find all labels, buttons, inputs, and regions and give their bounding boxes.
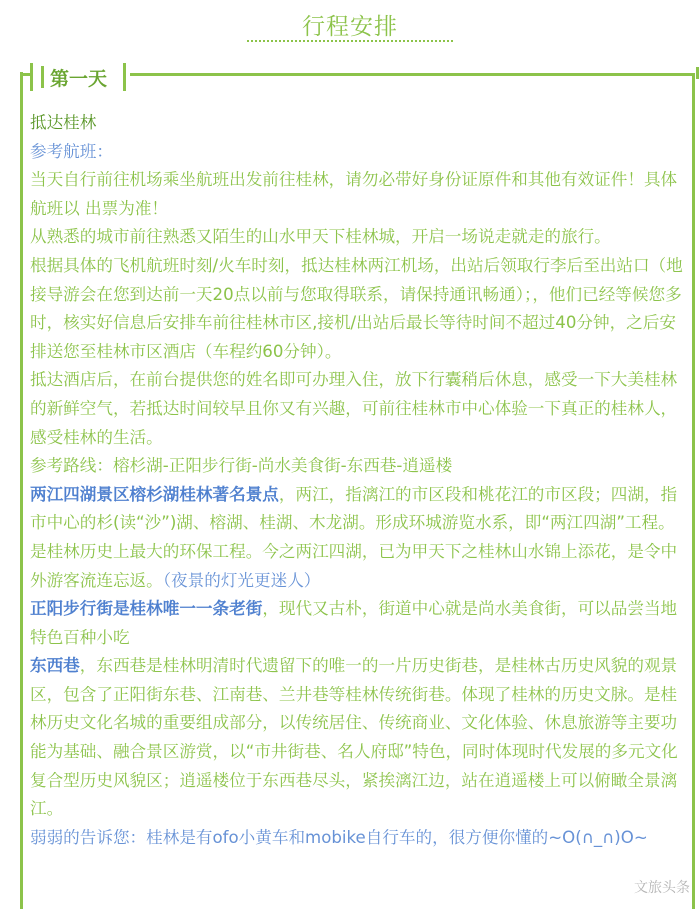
- flight-label: 参考航班：: [30, 141, 113, 161]
- section-heading: 抵达桂林: [30, 113, 97, 132]
- frame-top-border-left: [20, 73, 30, 76]
- frame-corner-tick: [696, 67, 699, 79]
- spot-street: [30, 595, 686, 652]
- spot-alley: [30, 652, 686, 824]
- day-label: 第一天: [50, 68, 108, 90]
- paragraph-hotel: 抵达酒店后，在前台提供您的姓名即可办理入住，放下行囊稍后休息，感受一下大美桂林的新鲜空气，若抵达时间较早且你又有兴趣，可前往桂林市中心体验一下真正的桂林人，感受桂林的生活。: [30, 370, 678, 447]
- spot-street-title: 正阳步行街是桂林唯一一条老街: [30, 599, 263, 619]
- paragraph-pickup: [30, 252, 686, 366]
- spot-alley-title: 东西巷: [30, 656, 80, 676]
- frame-right-border: [692, 76, 695, 909]
- title-underline: [247, 40, 453, 42]
- pickup-text-b: ，他们已经等候您多时，核实好信息后安排车前往桂林市区,接机/出站后最长等待时间不超过40分钟，之后安排送您至桂林市区酒店（车程约60分钟）。: [30, 284, 682, 361]
- day-header: [30, 63, 126, 91]
- tip-line: 弱弱的告诉您：桂林是有ofo小黄车和mobike自行车的，很方便你懂的~O(∩_∩)O~: [30, 827, 648, 847]
- spot-lakes-title: 两江四湖景区榕杉湖桂林著名景点: [30, 484, 279, 504]
- spot-alley-text: ，东西巷是桂林明清时代遗留下的唯一的一片历史街巷，是桂林古历史风貌的观景区，包含了正阳街东巷、江南巷、兰井巷等桂林传统街巷。体现了桂林的历史文脉。是桂林历史文化名城的重要组成部分，以传统居住、传统商业、文化体验、休息旅游等主要功能为基础、融合景区游赏，以“市井街巷、名人府邸”特色，同时体现时代发展的多元文化复合型历史风貌区；逍遥楼位于东西巷尽头，紧挨漓江边，站在逍遥楼上可以俯瞰全景漓江。: [30, 656, 678, 819]
- itinerary-content: [30, 109, 686, 852]
- page-title: 行程安排: [302, 14, 398, 40]
- day-header-bar: [41, 66, 44, 88]
- frame-top-border: [130, 73, 695, 76]
- spot-lakes-note: （夜景的灯光更迷人）: [162, 570, 321, 590]
- pickup-text-a: 根据具体的飞机航班时刻/火车时刻，抵达桂林两江机场，出站后领取行李后至出站口（地接导游会在您到达前一天20点以前与您取得联系，请保持通讯畅通）；: [30, 255, 683, 304]
- spot-lakes: [30, 481, 686, 595]
- spot-lakes-text: ，两江，指漓江的市区段和桃花江的市区段；四湖，指市中心的杉(读“沙”)湖、榕湖、桂湖、木龙湖。形成环城游览水系，即“两江四湖”工程。是桂林历史上最大的环保工程。今之两江四湖，已为甲天下之桂林山水锦上添花，是令中外游客流连忘返。: [30, 484, 678, 590]
- paragraph-city: 从熟悉的城市前往熟悉又陌生的山水甲天下桂林城，开启一场说走就走的旅行。: [30, 227, 611, 247]
- spot-street-text: ，现代又古朴，街道中心就是尚水美食街，可以品尝当地特色百种小吃: [30, 599, 678, 647]
- flight-text: 当天自行前往机场乘坐航班出发前往桂林，请勿必带好身份证原件和其他有效证件！具体航班以 出票为准！: [30, 170, 678, 218]
- route-line: 参考路线：榕杉湖-正阳步行街-尚水美食街-东西巷-逍遥楼: [30, 456, 453, 476]
- frame-left-border: [20, 72, 23, 909]
- watermark: 文旅头条: [634, 880, 690, 896]
